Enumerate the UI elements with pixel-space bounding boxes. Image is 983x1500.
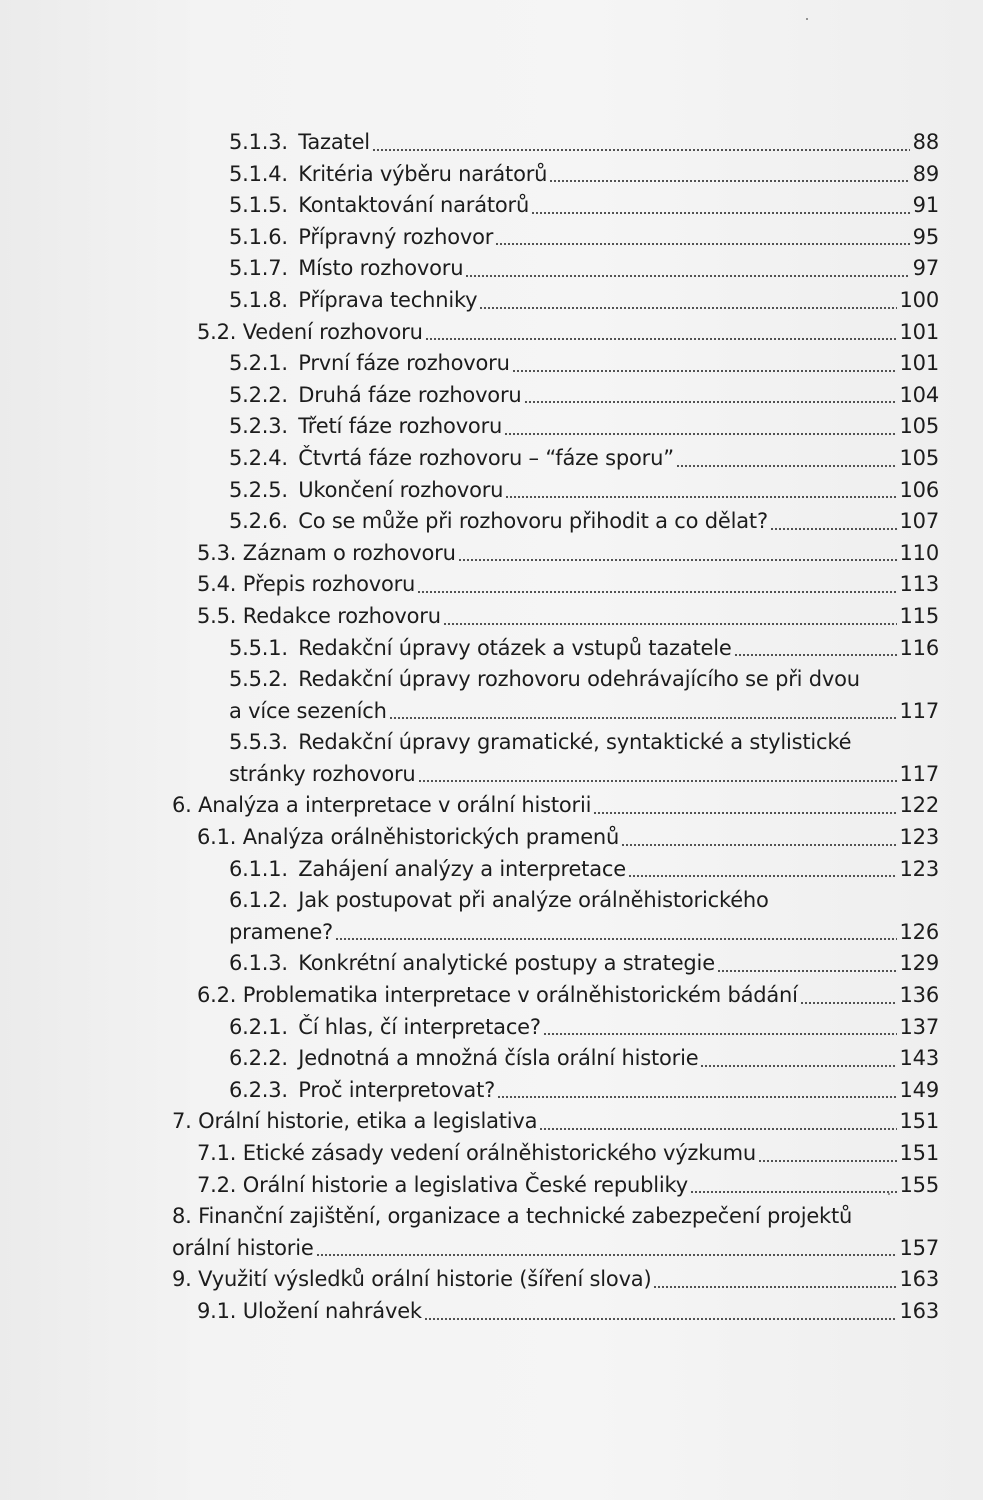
toc-entry-number: 5.5. <box>197 603 237 628</box>
toc-entry-title: Využití výsledků orální historie (šíření slova) <box>198 1267 652 1292</box>
toc-entry <box>0 253 983 285</box>
toc-entry-title: Třetí fáze rozhovoru <box>298 414 503 439</box>
toc-entry-number: 5.1.4. <box>229 161 288 186</box>
toc-page-number: 107 <box>899 509 939 534</box>
toc-page-number: 117 <box>899 761 939 786</box>
toc-entry-number: 6.1.2. <box>229 888 288 913</box>
toc-entry-number: 6.2.3. <box>229 1077 288 1102</box>
toc-entry <box>0 127 983 159</box>
toc-entry-title: Co se může při rozhovoru přihodit a co dělat? <box>298 509 768 534</box>
toc-page-number: 97 <box>912 256 939 281</box>
toc-entry-title: Příprava techniky <box>298 287 478 312</box>
dot-leader <box>621 843 896 847</box>
dot-leader <box>417 590 896 594</box>
dot-leader <box>653 1285 896 1289</box>
toc-entry-title: Ukončení rozhovoru <box>298 477 504 502</box>
toc-entry <box>0 159 983 191</box>
toc-page-number: 100 <box>899 287 939 312</box>
toc-page-number: 104 <box>899 382 939 407</box>
toc-entry-number: 5.2.3. <box>229 414 288 439</box>
toc-page-number: 105 <box>899 414 939 439</box>
toc-entry-title-continuation: pramene? <box>229 919 333 944</box>
toc-entry-number: 6.2.1. <box>229 1014 288 1039</box>
toc-entry-title: Redakce rozhovoru <box>242 603 441 628</box>
toc-entry <box>0 1201 983 1264</box>
toc-entry <box>0 854 983 886</box>
toc-entry-title-continuation: a více sezeních <box>229 698 387 723</box>
toc-entry-number: 6.2. <box>197 983 237 1008</box>
toc-page-number: 116 <box>899 635 939 660</box>
toc-entry <box>0 569 983 601</box>
toc-page-number: 101 <box>899 351 939 376</box>
toc-entry-title: Problematika interpretace v orálněhistorickém bádání <box>242 983 798 1008</box>
toc-page-number: 91 <box>912 193 939 218</box>
toc-entry-title-continuation: stránky rozhovoru <box>229 761 416 786</box>
toc-entry <box>0 380 983 412</box>
toc-page-number: 117 <box>899 698 939 723</box>
toc-entry-number: 5.5.3. <box>229 730 288 755</box>
toc-page-number: 163 <box>899 1298 939 1323</box>
toc-entry-title: Kritéria výběru narátorů <box>298 161 548 186</box>
toc-entry <box>0 538 983 570</box>
dot-leader <box>504 432 896 436</box>
toc-entry <box>0 1012 983 1044</box>
dot-leader <box>524 400 897 404</box>
toc-page-number: 115 <box>899 603 939 628</box>
dot-leader <box>700 1064 896 1068</box>
toc-entry <box>0 285 983 317</box>
toc-page-number: 151 <box>899 1141 939 1165</box>
toc-entry-title: Vedení rozhovoru <box>242 319 423 344</box>
toc-entry-number: 5.1.3. <box>229 130 288 154</box>
toc-entry-title: Redakční úpravy otázek a vstupů tazatele <box>298 635 732 660</box>
toc-entry <box>0 790 983 822</box>
toc-entry <box>0 948 983 980</box>
toc-page-number: 105 <box>899 445 939 470</box>
dot-leader <box>443 622 897 626</box>
toc-entry-title: Jak postupovat při analýze orálněhistorického <box>298 888 769 913</box>
toc-entry-title: Tazatel <box>298 130 370 154</box>
toc-entry-number: 5.3. <box>197 540 237 565</box>
toc-page-number: 101 <box>899 319 939 344</box>
dot-leader <box>690 1190 897 1194</box>
toc-entry-title: Přípravný rozhovor <box>298 224 494 249</box>
toc-entry <box>0 727 983 790</box>
toc-entry-number: 5.1.6. <box>229 224 288 249</box>
toc-entry-number: 5.1.7. <box>229 256 288 281</box>
toc-entry-number: 7.2. <box>197 1172 237 1197</box>
paper-speck <box>806 18 808 20</box>
toc-entry-number: 8. <box>172 1204 192 1229</box>
toc-entry-title: Etické zásady vedení orálněhistorického výzkumu <box>242 1141 757 1165</box>
toc-entry-number: 6.1.3. <box>229 951 288 976</box>
dot-leader <box>424 1317 897 1321</box>
toc-entry-title: Finanční zajištění, organizace a technické zabezpečení projektů <box>198 1204 853 1229</box>
toc-entry <box>0 317 983 349</box>
toc-entry <box>0 885 983 948</box>
toc-entry-number: 5.2.5. <box>229 477 288 502</box>
dot-leader <box>770 527 897 531</box>
toc-entry-number: 9. <box>172 1267 192 1292</box>
toc-entry-number: 5.2. <box>197 319 237 344</box>
dot-leader <box>372 148 910 152</box>
toc-entry-title-continuation: orální historie <box>172 1235 314 1260</box>
toc-entry <box>0 980 983 1012</box>
toc-page-number: 122 <box>899 793 939 818</box>
dot-leader <box>418 779 897 783</box>
dot-leader <box>497 1095 896 1099</box>
table-of-contents <box>0 127 983 1328</box>
toc-entry-number: 5.5.1. <box>229 635 288 660</box>
toc-page-number: 149 <box>899 1077 939 1102</box>
dot-leader <box>717 969 897 973</box>
dot-leader <box>425 337 897 341</box>
toc-entry-number: 5.2.2. <box>229 382 288 407</box>
toc-page-number: 151 <box>899 1109 939 1134</box>
toc-entry-title: Jednotná a množná čísla orální historie <box>298 1046 699 1071</box>
toc-entry <box>0 222 983 254</box>
dot-leader <box>316 1253 897 1257</box>
toc-page-number: 113 <box>899 572 939 597</box>
toc-entry-number: 5.2.4. <box>229 445 288 470</box>
toc-entry <box>0 443 983 475</box>
dot-leader <box>539 1127 896 1131</box>
toc-entry <box>0 664 983 727</box>
toc-page-number: 136 <box>899 983 939 1008</box>
toc-entry-number: 5.2.1. <box>229 351 288 376</box>
dot-leader <box>389 716 897 720</box>
toc-entry-title: Čtvrtá fáze rozhovoru – “fáze sporu” <box>298 445 674 470</box>
toc-entry <box>0 633 983 665</box>
toc-entry-number: 6.2.2. <box>229 1046 288 1071</box>
toc-entry-title: Orální historie, etika a legislativa <box>198 1109 538 1134</box>
toc-entry-number: 5.2.6. <box>229 509 288 534</box>
toc-entry <box>0 601 983 633</box>
toc-page-number: 157 <box>899 1235 939 1260</box>
toc-entry <box>0 1170 983 1202</box>
toc-entry <box>0 411 983 443</box>
toc-entry-title: Redakční úpravy rozhovoru odehrávajícího se při dvou <box>298 667 860 692</box>
toc-entry <box>0 1075 983 1107</box>
toc-page-number: 126 <box>899 919 939 944</box>
toc-entry-number: 6.1.1. <box>229 856 288 881</box>
toc-entry-number: 7. <box>172 1109 192 1134</box>
dot-leader <box>505 495 896 499</box>
toc-entry-number: 9.1. <box>197 1298 237 1323</box>
toc-page-number: 123 <box>899 856 939 881</box>
toc-page-number: 95 <box>912 224 939 249</box>
toc-entry <box>0 822 983 854</box>
toc-entry-title: Čí hlas, čí interpretace? <box>298 1014 541 1039</box>
toc-entry-title: Záznam o rozhovoru <box>242 540 456 565</box>
toc-entry-title: Proč interpretovat? <box>298 1077 496 1102</box>
toc-entry-title: Kontaktování narátorů <box>298 193 530 218</box>
toc-entry-title: Konkrétní analytické postupy a strategie <box>298 951 715 976</box>
toc-entry-title: Druhá fáze rozhovoru <box>298 382 522 407</box>
toc-entry-number: 7.1. <box>197 1141 237 1165</box>
toc-entry <box>0 190 983 222</box>
dot-leader <box>800 1001 897 1005</box>
toc-page-number: 143 <box>899 1046 939 1071</box>
dot-leader <box>593 811 896 815</box>
dot-leader <box>512 369 897 373</box>
toc-page-number: 89 <box>912 161 939 186</box>
toc-entry-title: Zahájení analýzy a interpretace <box>298 856 626 881</box>
toc-entry-title: Analýza a interpretace v orální historii <box>198 793 592 818</box>
toc-page-number: 88 <box>912 130 939 154</box>
toc-entry <box>0 506 983 538</box>
toc-entry <box>0 1264 983 1296</box>
dot-leader <box>458 558 897 562</box>
toc-entry-title: Uložení nahrávek <box>242 1298 422 1323</box>
dot-leader <box>531 211 910 215</box>
toc-entry-title: Orální historie a legislativa České republiky <box>242 1172 688 1197</box>
toc-entry-title: První fáze rozhovoru <box>298 351 510 376</box>
toc-entry <box>0 1296 983 1328</box>
toc-entry <box>0 1106 983 1138</box>
toc-page-number: 106 <box>899 477 939 502</box>
toc-entry-title: Analýza orálněhistorických pramenů <box>242 825 620 850</box>
toc-entry-number: 5.1.5. <box>229 193 288 218</box>
dot-leader <box>495 242 909 246</box>
dot-leader <box>734 653 897 657</box>
toc-entry-title: Místo rozhovoru <box>298 256 464 281</box>
toc-page-number: 123 <box>899 825 939 850</box>
toc-entry <box>0 1138 983 1170</box>
toc-entry-title: Přepis rozhovoru <box>242 572 416 597</box>
toc-entry <box>0 348 983 380</box>
dot-leader <box>465 274 909 278</box>
toc-page-number: 155 <box>899 1172 939 1197</box>
toc-entry-title: Redakční úpravy gramatické, syntaktické a stylistické <box>298 730 852 755</box>
toc-page-number: 137 <box>899 1014 939 1039</box>
toc-entry <box>0 1043 983 1075</box>
dot-leader <box>543 1032 897 1036</box>
dot-leader <box>758 1159 896 1163</box>
toc-entry-number: 5.1.8. <box>229 287 288 312</box>
toc-entry-number: 5.5.2. <box>229 667 288 692</box>
dot-leader <box>335 937 897 941</box>
toc-page-number: 110 <box>899 540 939 565</box>
dot-leader <box>549 179 909 183</box>
toc-entry-number: 5.4. <box>197 572 237 597</box>
toc-page-number: 163 <box>899 1267 939 1292</box>
dot-leader <box>676 464 897 468</box>
dot-leader <box>628 874 897 878</box>
dot-leader <box>479 306 896 310</box>
toc-entry <box>0 475 983 507</box>
toc-page-number: 129 <box>899 951 939 976</box>
toc-entry-number: 6.1. <box>197 825 237 850</box>
toc-entry-number: 6. <box>172 793 192 818</box>
